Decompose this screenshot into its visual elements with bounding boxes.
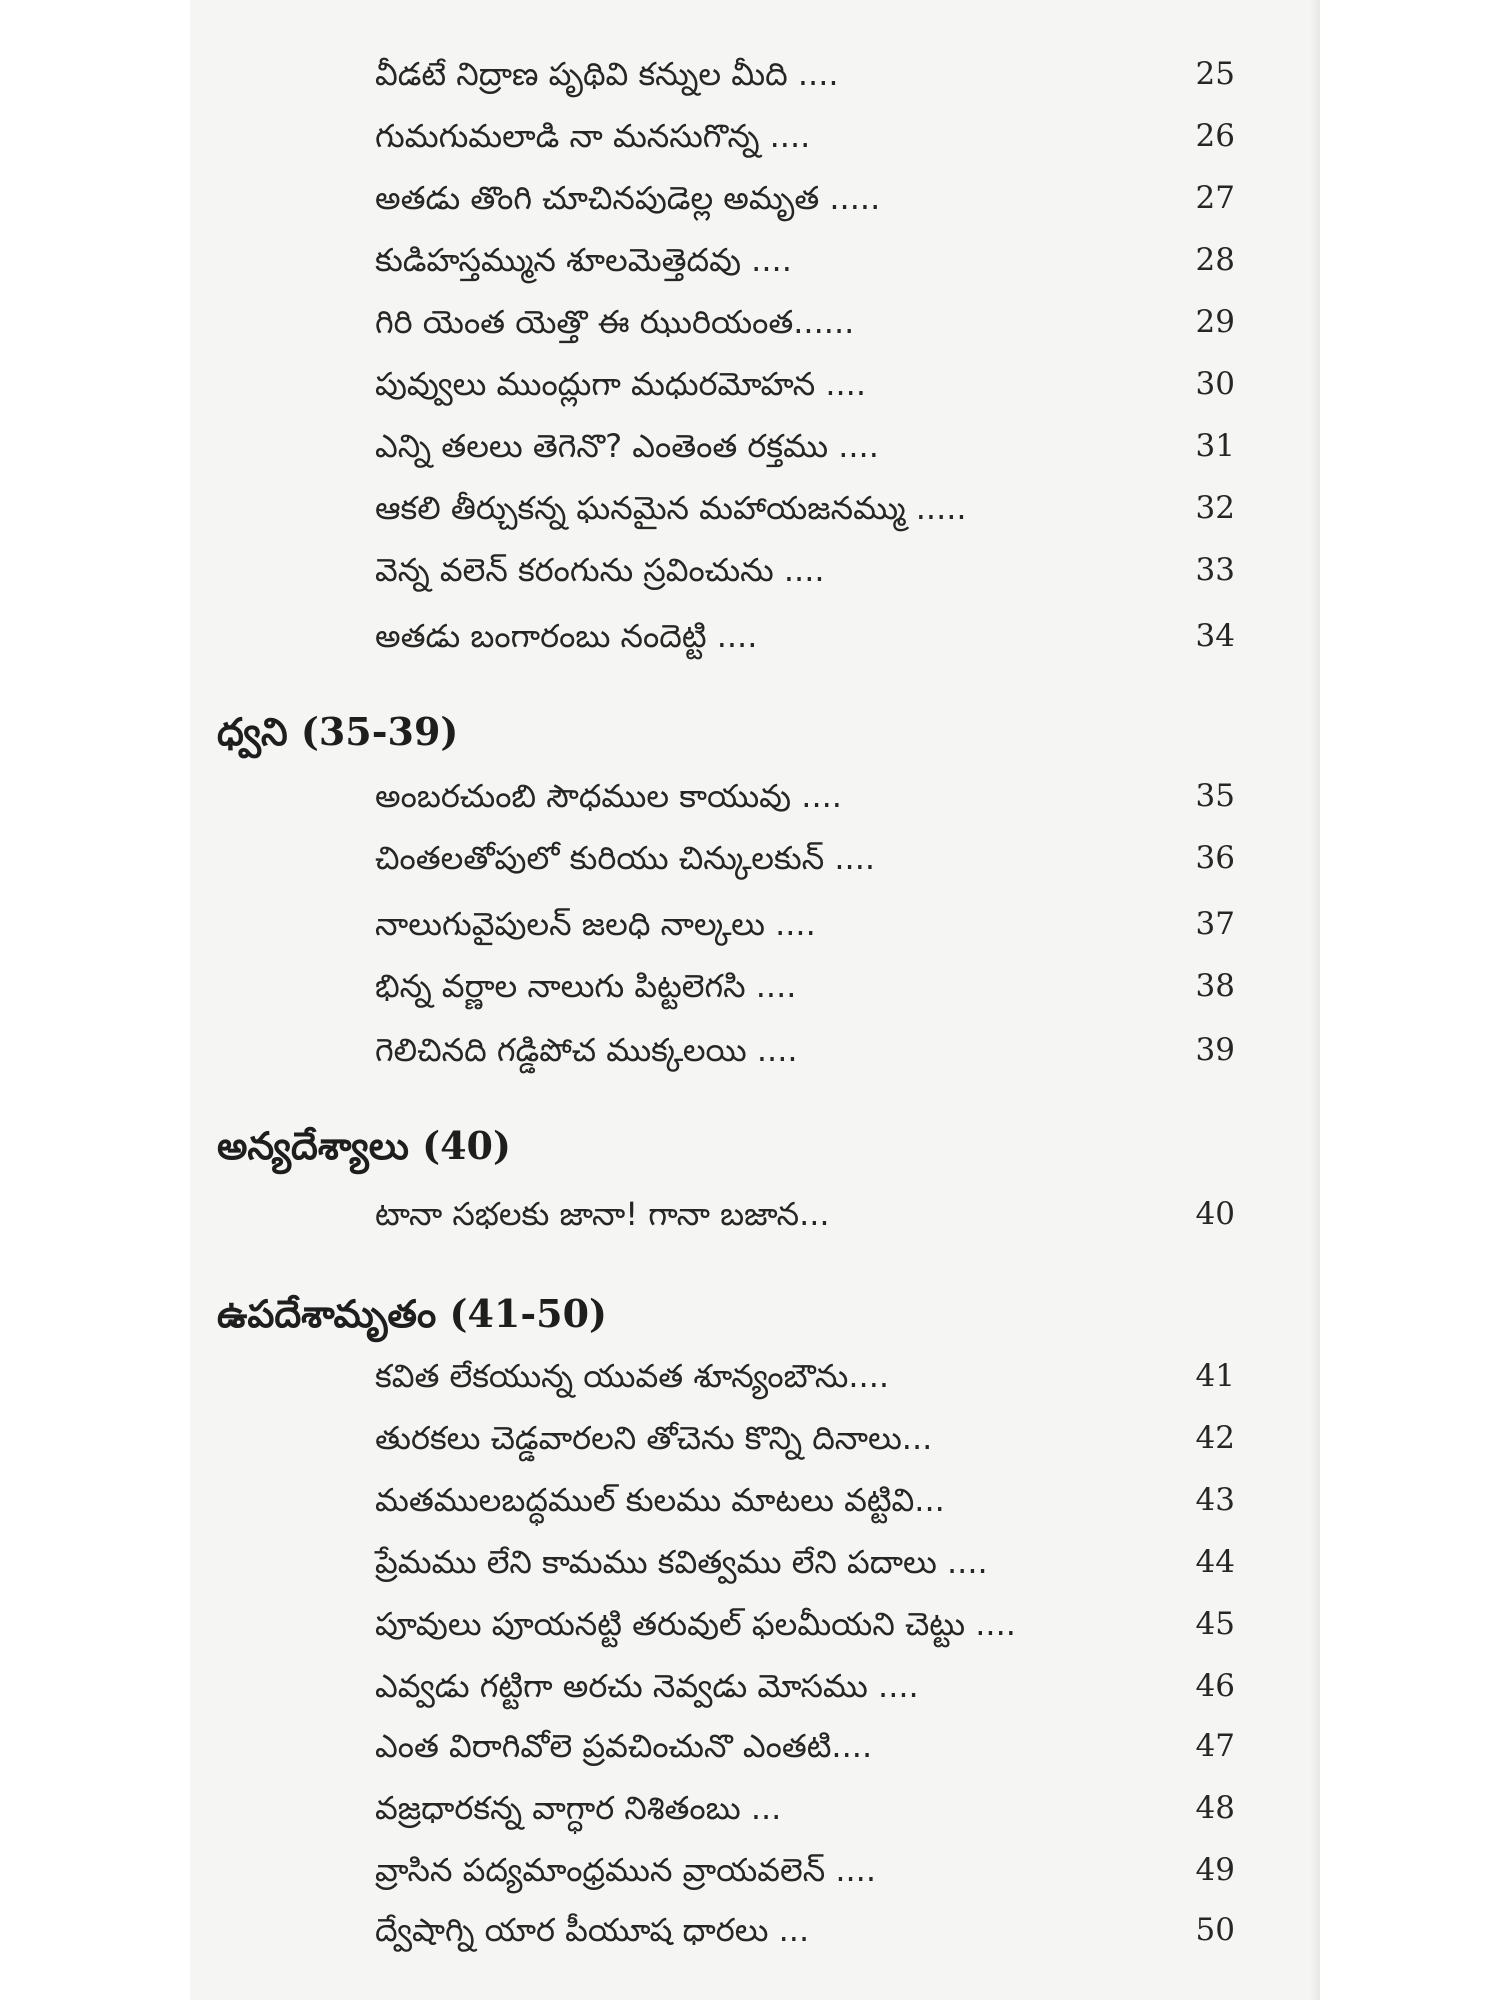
- section-title: ధ్వని: [217, 710, 288, 754]
- toc-entry-page: 26: [1195, 118, 1235, 154]
- toc-entry: [375, 1906, 1235, 1954]
- toc-entry: [375, 1414, 1235, 1462]
- toc-entry: [375, 1352, 1235, 1400]
- toc-entry-title: వీడటే నిద్రాణ పృథివి కన్నుల మీది ....: [375, 55, 839, 93]
- toc-entry-title: కుడిహస్తమ్మున శూలమెత్తెదవు ....: [375, 241, 792, 279]
- toc-entry-page: 39: [1195, 1032, 1235, 1068]
- toc-entry-title: ప్రేమము లేని కామము కవిత్వము లేని పదాలు ....: [375, 1543, 988, 1581]
- toc-entry-page: 32: [1195, 490, 1235, 526]
- toc-entry-page: 47: [1195, 1728, 1235, 1764]
- toc-entry-page: 42: [1195, 1420, 1235, 1456]
- toc-entry-page: 33: [1195, 552, 1235, 588]
- toc-entry-page: 40: [1195, 1196, 1235, 1232]
- toc-entry-page: 50: [1195, 1912, 1235, 1948]
- toc-entry: [375, 1026, 1235, 1074]
- toc-entry-title: మతములబద్ధముల్ కులము మాటలు వట్టివి...: [375, 1481, 945, 1519]
- toc-entry-page: 49: [1195, 1852, 1235, 1888]
- toc-entry-title: ఆకలి తీర్చుకన్న ఘనమైన మహాయజనమ్ము .....: [375, 489, 967, 527]
- toc-entry-title: వ్రాసిన పద్యమాంధ్రమున వ్రాయవలెన్ ....: [375, 1851, 877, 1889]
- toc-entry-title: టానా సభలకు జానా! గానా బజాన...: [375, 1195, 830, 1233]
- toc-entry-page: 44: [1195, 1544, 1235, 1580]
- toc-entry-title: గుమగుమలాడి నా మనసుగొన్న ....: [375, 117, 811, 155]
- section-heading: [217, 1286, 607, 1342]
- toc-entry-page: 45: [1195, 1606, 1235, 1642]
- toc-entry-page: 31: [1195, 428, 1235, 464]
- toc-entry-title: అతడు బంగారంబు నందెట్టి ....: [375, 617, 758, 655]
- toc-entry: [375, 174, 1235, 222]
- toc-entry: [375, 900, 1235, 948]
- toc-entry: [375, 1190, 1235, 1238]
- toc-entry-title: ఎంత విరాగివోలె ప్రవచించునొ ఎంతటి....: [375, 1727, 873, 1765]
- toc-entry-title: వెన్న వలెన్ కరంగును స్రవించును ....: [375, 551, 825, 589]
- toc-entry-page: 43: [1195, 1482, 1235, 1518]
- toc-entry-page: 25: [1195, 56, 1235, 92]
- toc-entry-page: 36: [1195, 840, 1235, 876]
- toc-entry-title: చింతలతోపులో కురియు చిన్కులకున్ ....: [375, 839, 876, 877]
- toc-entry: [375, 1662, 1235, 1710]
- toc-entry-title: పువ్వులు ముంద్లుగా మధురమోహన ....: [375, 365, 867, 403]
- section-range: (40): [422, 1123, 511, 1168]
- toc-entry-page: 34: [1195, 618, 1235, 654]
- toc-entry-page: 48: [1195, 1790, 1235, 1826]
- toc-entry: [375, 612, 1235, 660]
- toc-entry: [375, 1846, 1235, 1894]
- toc-entry-page: 37: [1195, 906, 1235, 942]
- toc-entry: [375, 50, 1235, 98]
- section-range: (35-39): [300, 709, 459, 754]
- toc-entry: [375, 422, 1235, 470]
- section-title: అన్యదేశ్యాలు: [217, 1124, 409, 1168]
- toc-entry-title: అంబరచుంబి సౌధముల కాయువు ....: [375, 777, 842, 815]
- toc-entry: [375, 1784, 1235, 1832]
- toc-entry-page: 30: [1195, 366, 1235, 402]
- toc-entry: [375, 236, 1235, 284]
- toc-entry: [375, 484, 1235, 532]
- toc-entry: [375, 962, 1235, 1010]
- toc-entry-title: వజ్రధారకన్న వాగ్ధార నిశితంబు ...: [375, 1789, 782, 1827]
- toc-entry: [375, 1600, 1235, 1648]
- toc-entry-title: అతడు తొంగి చూచినపుడెల్ల అమృత .....: [375, 179, 881, 217]
- toc-entry-title: ద్వేషాగ్ని యార పీయూష ధారలు ...: [375, 1911, 810, 1949]
- toc-entry: [375, 112, 1235, 160]
- toc-entry-page: 28: [1195, 242, 1235, 278]
- toc-entry-title: ఎన్ని తలలు తెగెనొ? ఎంతెంత రక్తము ....: [375, 427, 879, 465]
- section-range: (41-50): [449, 1291, 607, 1336]
- toc-entry: [375, 772, 1235, 820]
- toc-entry-title: గెలిచినది గడ్డిపోచ ముక్కలయి ....: [375, 1031, 798, 1069]
- toc-entry-page: 35: [1195, 778, 1235, 814]
- toc-entry: [375, 298, 1235, 346]
- toc-entry-page: 27: [1195, 180, 1235, 216]
- toc-entry-page: 46: [1195, 1668, 1235, 1704]
- toc-entry: [375, 1722, 1235, 1770]
- toc-entry: [375, 1476, 1235, 1524]
- toc-entry-title: తురకలు చెడ్డవారలని తోచెను కొన్ని దినాలు...: [375, 1419, 933, 1457]
- toc-entry-title: పూవులు పూయనట్టి తరువుల్ ఫలమీయని చెట్టు ....: [375, 1605, 1016, 1643]
- toc-entry-page: 29: [1195, 304, 1235, 340]
- toc-entry: [375, 834, 1235, 882]
- section-heading: [217, 1118, 511, 1174]
- toc-entry-title: గిరి యెంత యెత్తొ ఈ ఝురియంత......: [375, 303, 855, 341]
- toc-entry-title: కవిత లేకయున్న యువత శూన్యంబౌను....: [375, 1357, 890, 1395]
- section-title: ఉపదేశామృతం: [217, 1292, 437, 1336]
- toc-entry: [375, 546, 1235, 594]
- toc-entry: [375, 1538, 1235, 1586]
- toc-entry-title: నాలుగువైపులన్ జలధి నాల్కలు ....: [375, 905, 816, 943]
- section-heading: [217, 704, 458, 760]
- toc-entry-title: భిన్న వర్ణాల నాలుగు పిట్టలెగసి ....: [375, 967, 797, 1005]
- toc-entry-page: 38: [1195, 968, 1235, 1004]
- toc-entry-title: ఎవ్వడు గట్టిగా అరచు నెవ్వడు మోసము ....: [375, 1667, 919, 1705]
- book-page: [190, 0, 1320, 2000]
- toc-entry: [375, 360, 1235, 408]
- toc-entry-page: 41: [1195, 1358, 1235, 1394]
